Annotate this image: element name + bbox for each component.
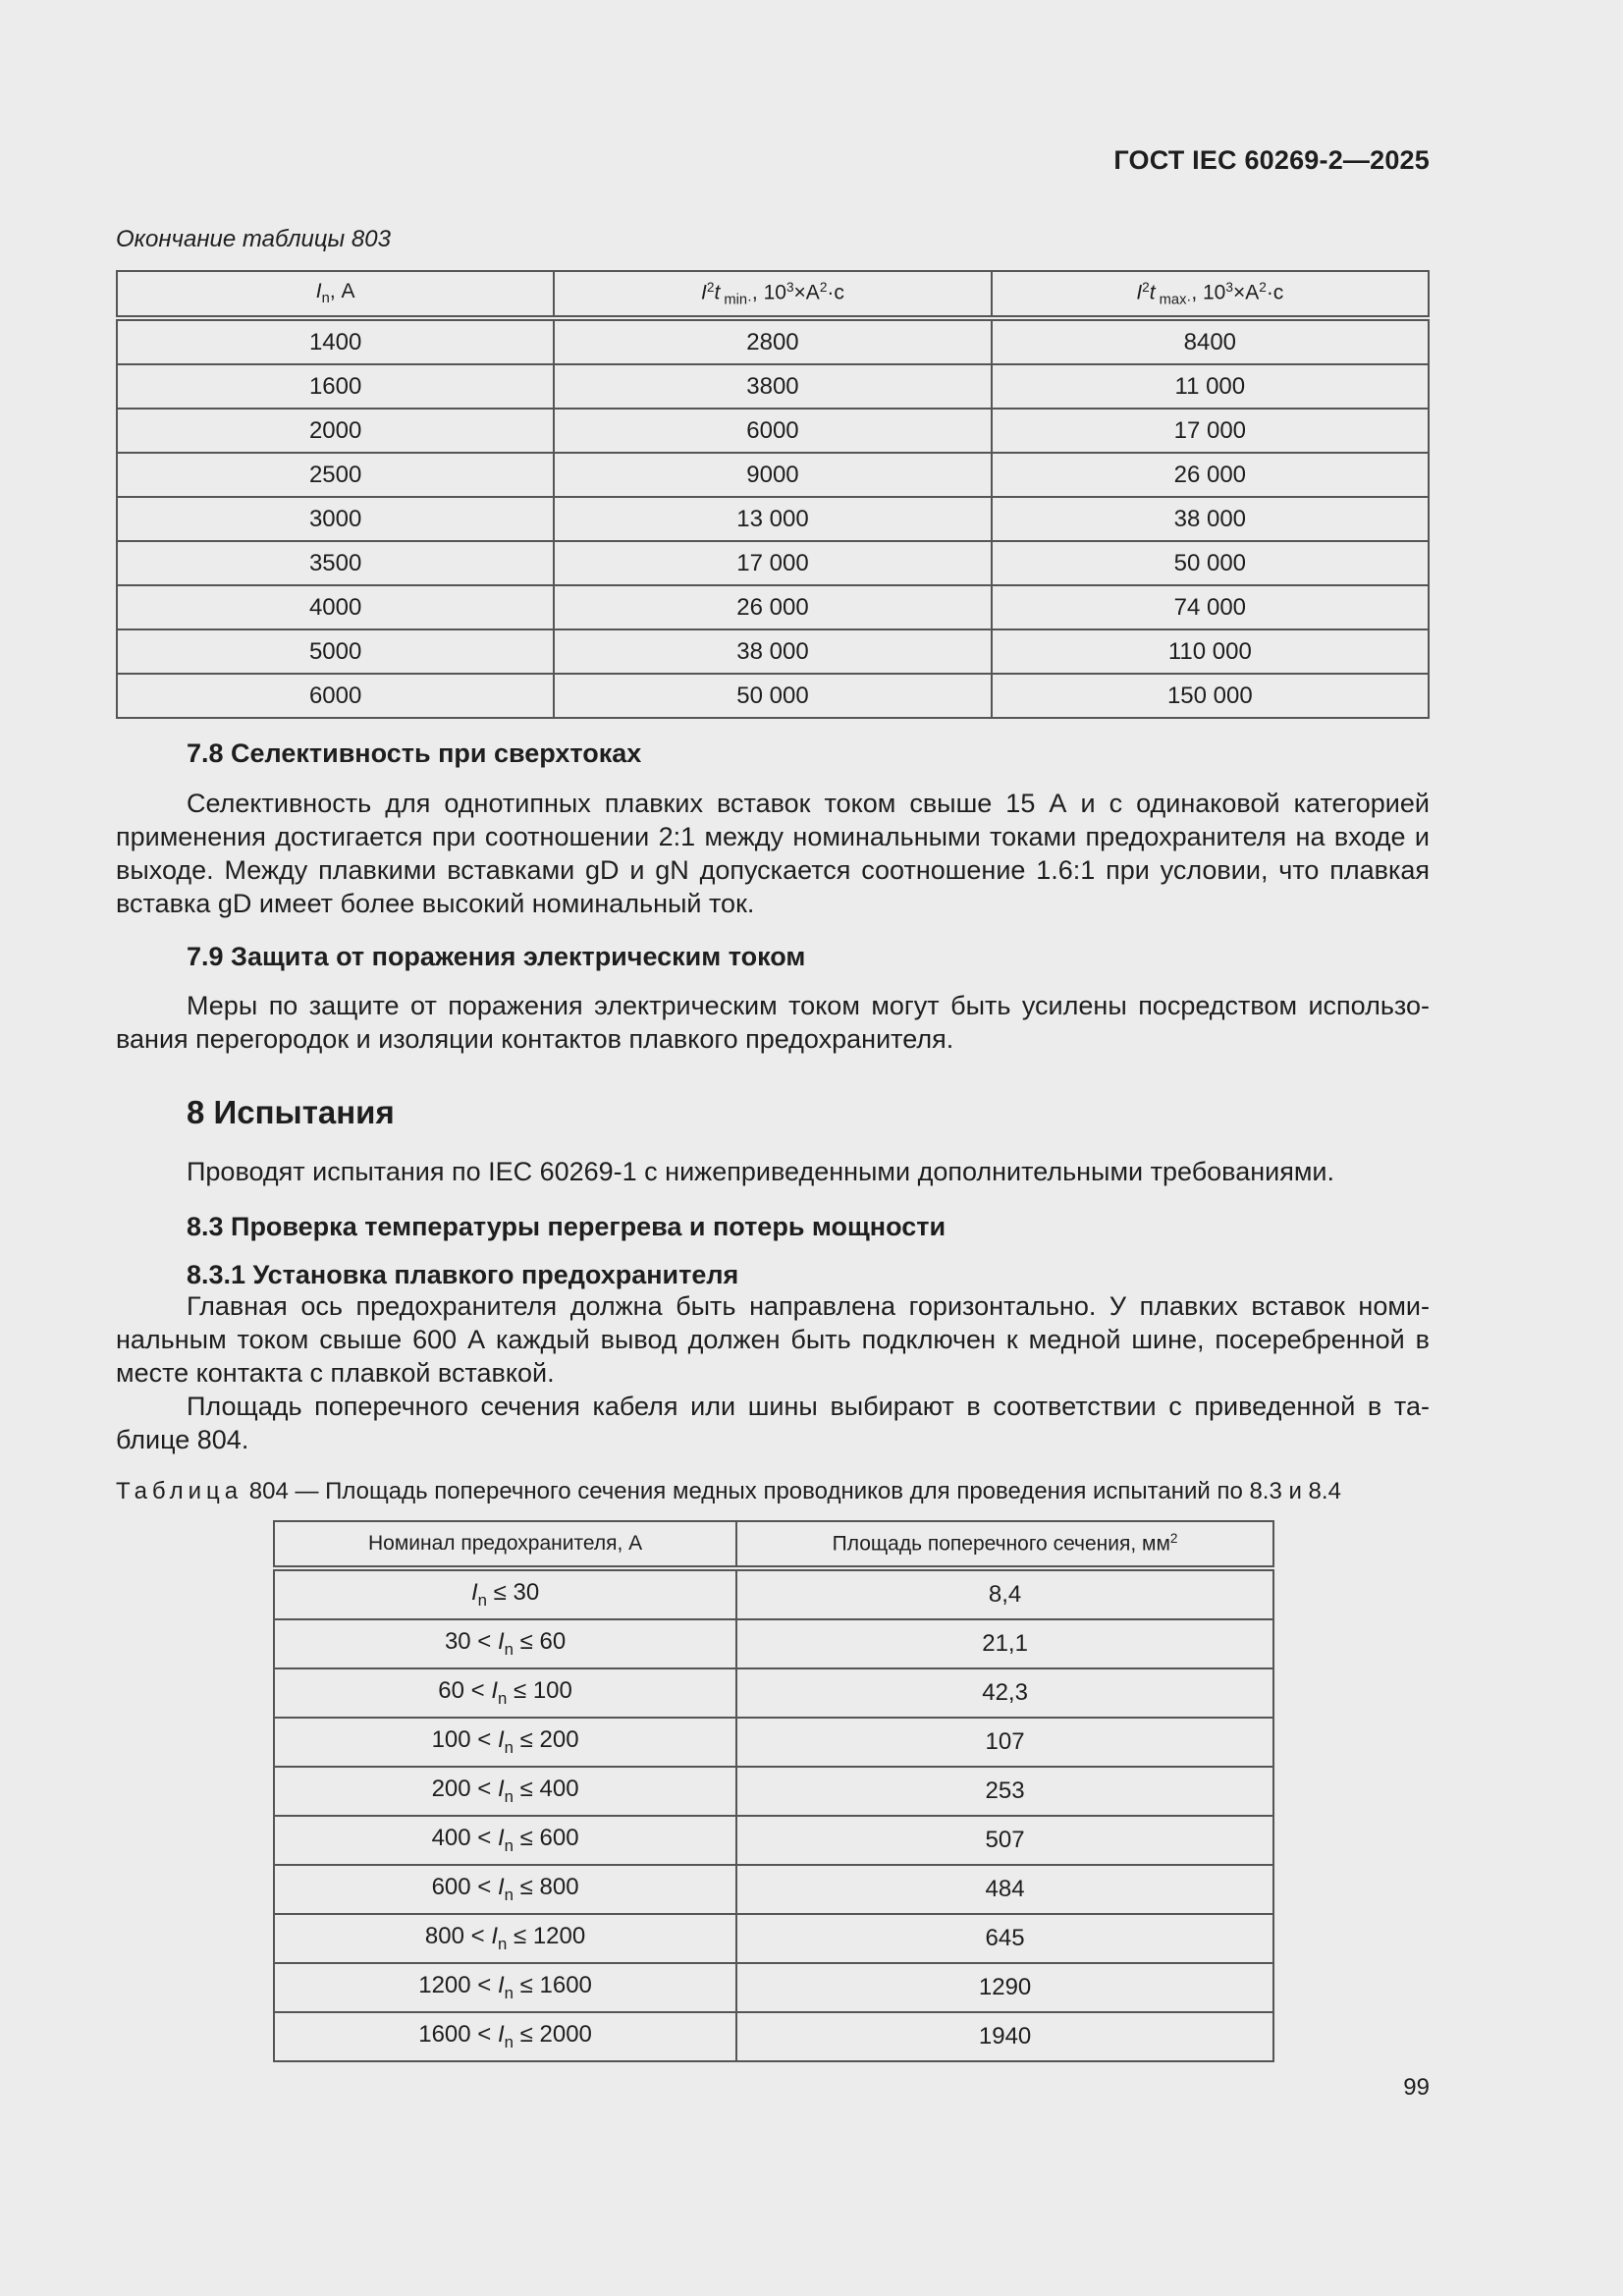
table-row bbox=[117, 364, 1429, 409]
table-cell: 3000 bbox=[117, 497, 554, 541]
table-row bbox=[117, 409, 1429, 453]
area-cell: 42,3 bbox=[736, 1668, 1273, 1718]
table-cell: 110 000 bbox=[992, 629, 1429, 674]
table-804-caption-text: 804 — Площадь поперечного сечения медных проводников для проведения испытаний по 8.3 и 8.4 bbox=[243, 1478, 1341, 1504]
table-cell: 3500 bbox=[117, 541, 554, 585]
table-803-continuation-caption: Окончание таблицы 803 bbox=[116, 226, 391, 252]
table-cell: 2800 bbox=[554, 318, 991, 364]
table-row bbox=[274, 2012, 1273, 2061]
table-803 bbox=[116, 270, 1430, 719]
heading-8-3: 8.3 Проверка температуры перегрева и потерь мощности bbox=[187, 1212, 947, 1241]
heading-8: 8 Испытания bbox=[187, 1094, 395, 1130]
table-cell: 50 000 bbox=[992, 541, 1429, 585]
table-cell: 9000 bbox=[554, 453, 991, 497]
table-row bbox=[117, 497, 1429, 541]
table-803-header-i2t-max: $I^2t$ $_{max\cdot}$, $10^3\times А^2\cdot с$ bbox=[992, 271, 1429, 318]
table-cell: 6000 bbox=[117, 674, 554, 718]
heading-8-3-1: 8.3.1 Установка плавкого предохранителя bbox=[187, 1260, 739, 1289]
rating-cell: $I_n \le 30$ bbox=[274, 1568, 736, 1619]
table-804-header-rating: Номинал предохранителя, А bbox=[274, 1521, 736, 1568]
area-cell: 1290 bbox=[736, 1963, 1273, 2012]
area-cell: 8,4 bbox=[736, 1568, 1273, 1619]
table-row bbox=[274, 1914, 1273, 1963]
area-cell: 107 bbox=[736, 1718, 1273, 1767]
table-row bbox=[117, 318, 1429, 364]
table-row bbox=[274, 1963, 1273, 2012]
rating-cell: $30 < I_n \le 60$ bbox=[274, 1619, 736, 1668]
area-cell: 645 bbox=[736, 1914, 1273, 1963]
rating-cell: $200 < I_n \le 400$ bbox=[274, 1767, 736, 1816]
table-cell: 1400 bbox=[117, 318, 554, 364]
table-cell: 38 000 bbox=[992, 497, 1429, 541]
paragraph-7-8: Селективность для однотипных плавких вставок током свыше 15 А и с одинаковой категорией применения достигается при соотношении 2:1 между номинальными токами предохранителя на входе и выходе. Между плавкими вставками gD и gN допускается соотношение 1.6:1 при условии, что плавкая вставка gD имеет более высокий номинальный ток. bbox=[116, 789, 1430, 918]
paragraph-7-9: Меры по защите от поражения электрическим током могут быть усилены посредством использо-вания перегородок и изоляции контактов плавкого предохранителя. bbox=[116, 991, 1430, 1054]
table-804 bbox=[273, 1520, 1274, 2062]
table-cell: 4000 bbox=[117, 585, 554, 629]
table-cell: 13 000 bbox=[554, 497, 991, 541]
table-cell: 2000 bbox=[117, 409, 554, 453]
area-cell: 21,1 bbox=[736, 1619, 1273, 1668]
area-cell: 1940 bbox=[736, 2012, 1273, 2061]
rating-cell: $1200 < I_n \le 1600$ bbox=[274, 1963, 736, 2012]
table-803-header-row bbox=[117, 271, 1429, 318]
rating-cell: $60 < I_n \le 100$ bbox=[274, 1668, 736, 1718]
table-cell: 50 000 bbox=[554, 674, 991, 718]
table-row bbox=[117, 629, 1429, 674]
rating-cell: $1600 < I_n \le 2000$ bbox=[274, 2012, 736, 2061]
paragraph-8-3-1-b: Площадь поперечного сечения кабеля или шины выбирают в соответствии с приведенной в та-блице 804. bbox=[116, 1392, 1430, 1454]
table-803-header-current: $I_n$, А bbox=[117, 271, 554, 318]
table-row bbox=[274, 1865, 1273, 1914]
heading-7-8: 7.8 Селективность при сверхтоках bbox=[187, 738, 642, 768]
table-804-caption bbox=[116, 1478, 1341, 1505]
area-cell: 484 bbox=[736, 1865, 1273, 1914]
table-row bbox=[274, 1718, 1273, 1767]
table-row bbox=[274, 1619, 1273, 1668]
table-cell: 26 000 bbox=[554, 585, 991, 629]
area-cell: 253 bbox=[736, 1767, 1273, 1816]
table-803-header-i2t-min: $I^2t$ $_{min\cdot}$, $10^3\times А^2\cdot с$ bbox=[554, 271, 991, 318]
table-row bbox=[117, 585, 1429, 629]
area-cell: 507 bbox=[736, 1816, 1273, 1865]
rating-cell: $800 < I_n \le 1200$ bbox=[274, 1914, 736, 1963]
rating-cell: $400 < I_n \le 600$ bbox=[274, 1816, 736, 1865]
table-row bbox=[117, 453, 1429, 497]
table-cell: 1600 bbox=[117, 364, 554, 409]
table-cell: 26 000 bbox=[992, 453, 1429, 497]
table-804-header-row bbox=[274, 1521, 1273, 1568]
rating-cell: $600 < I_n \le 800$ bbox=[274, 1865, 736, 1914]
table-cell: 6000 bbox=[554, 409, 991, 453]
paragraph-8: Проводят испытания по IEC 60269-1 с нижеприведенными дополнительными требованиями. bbox=[187, 1157, 1335, 1186]
paragraph-8-3-1-a: Главная ось предохранителя должна быть направлена горизонтально. У плавких вставок номи-нальным током свыше 600 А каждый вывод должен быть подключен к медной шине, посеребренной в месте контакта с плавкой вставкой. bbox=[116, 1291, 1430, 1388]
document-code: ГОСТ IEC 60269-2—2025 bbox=[1113, 145, 1430, 175]
table-cell: 38 000 bbox=[554, 629, 991, 674]
heading-7-9: 7.9 Защита от поражения электрическим током bbox=[187, 942, 806, 971]
table-cell: 5000 bbox=[117, 629, 554, 674]
table-row bbox=[274, 1568, 1273, 1619]
table-cell: 150 000 bbox=[992, 674, 1429, 718]
table-row bbox=[117, 541, 1429, 585]
rating-cell: $100 < I_n \le 200$ bbox=[274, 1718, 736, 1767]
table-cell: 17 000 bbox=[554, 541, 991, 585]
table-cell: 3800 bbox=[554, 364, 991, 409]
table-row bbox=[274, 1816, 1273, 1865]
table-row bbox=[274, 1668, 1273, 1718]
table-cell: 11 000 bbox=[992, 364, 1429, 409]
table-804-caption-label: Таблица bbox=[116, 1478, 243, 1504]
page-number: 99 bbox=[1403, 2074, 1430, 2101]
table-804-header-area: Площадь поперечного сечения, $мм^2$ bbox=[736, 1521, 1273, 1568]
table-cell: 17 000 bbox=[992, 409, 1429, 453]
table-row bbox=[117, 674, 1429, 718]
table-cell: 2500 bbox=[117, 453, 554, 497]
table-row bbox=[274, 1767, 1273, 1816]
table-cell: 74 000 bbox=[992, 585, 1429, 629]
table-cell: 8400 bbox=[992, 318, 1429, 364]
